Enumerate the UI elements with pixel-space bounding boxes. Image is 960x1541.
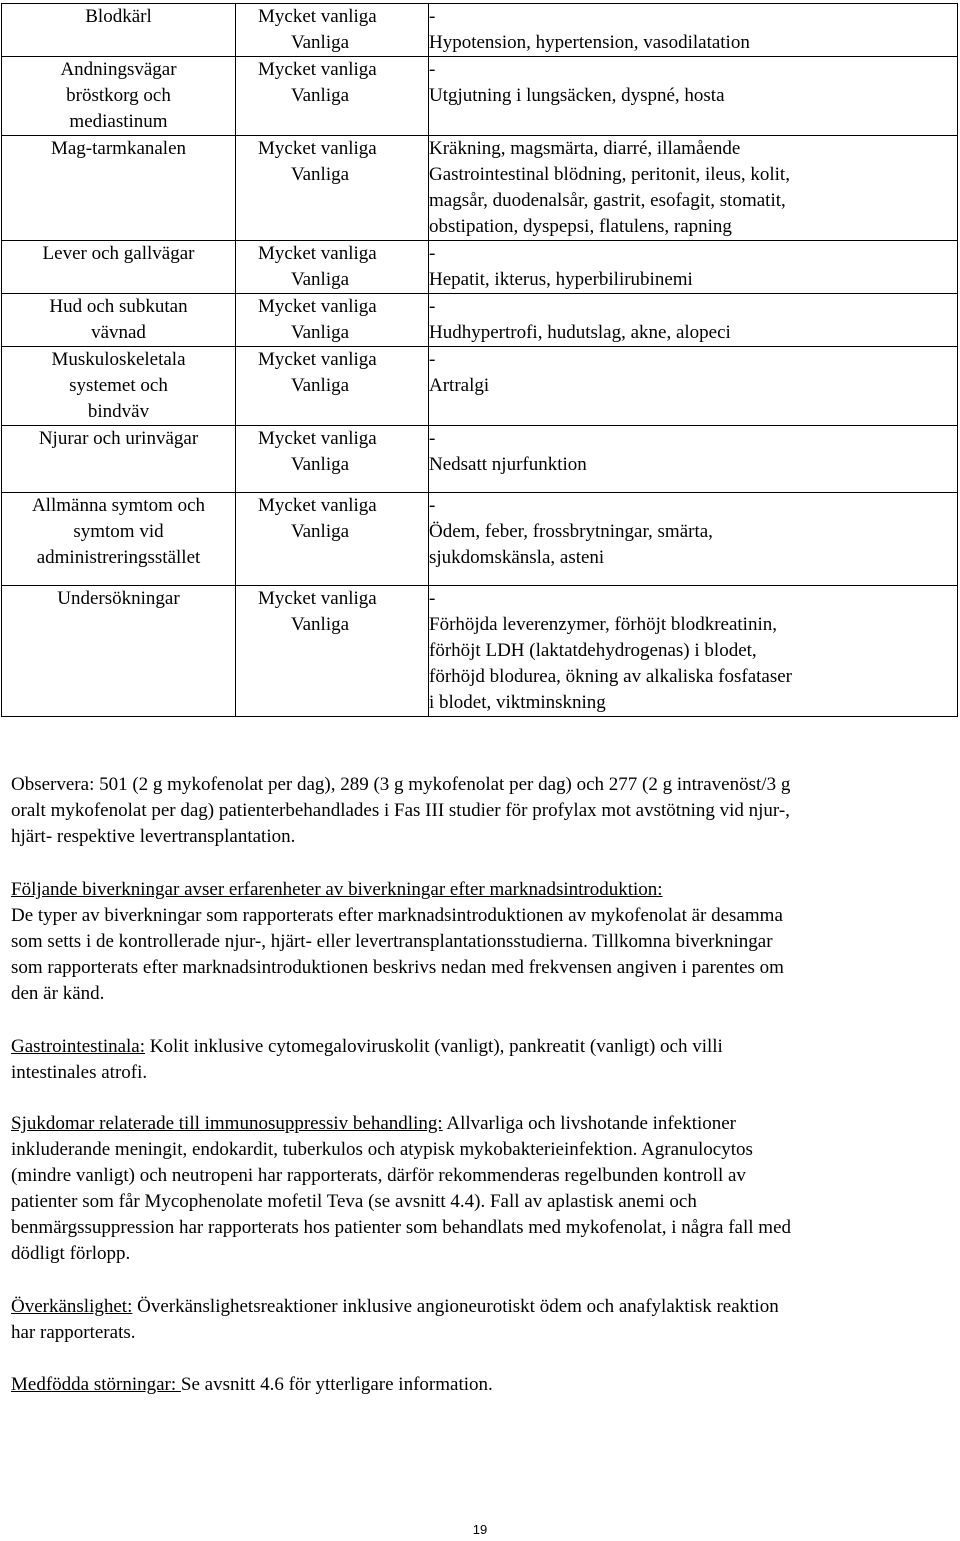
- organ-class-cell: [2, 241, 236, 294]
- effect-text: Artralgi: [429, 375, 490, 396]
- gastro-line: intestinales atrofi.: [11, 1062, 148, 1083]
- organ-class-cell: [2, 347, 236, 426]
- organ-class-label: Allmänna symtom och: [31, 495, 206, 516]
- frequency-cell: [236, 294, 429, 347]
- frequency-label: Vanliga: [291, 454, 350, 475]
- effect-text: Ödem, feber, frossbrytningar, smärta,: [429, 521, 713, 542]
- table-row: [2, 347, 958, 426]
- organ-class-cell: [2, 294, 236, 347]
- table-row: [2, 241, 958, 294]
- gastro-heading: Gastrointestinala:: [11, 1036, 146, 1057]
- frequency-label: Vanliga: [291, 521, 350, 542]
- immuno-line: (mindre vanligt) och neutropeni har rapporterats, därför rekommenderas regelbunden kontroll av: [11, 1165, 746, 1186]
- effect-text: obstipation, dyspepsi, flatulens, rapning: [429, 216, 732, 237]
- adverse-reactions-table: [1, 3, 958, 717]
- effect-text: -: [429, 243, 436, 264]
- frequency-cell: [236, 57, 429, 136]
- effects-cell: [429, 586, 958, 717]
- effect-text: Kräkning, magsmärta, diarré, illamående: [429, 138, 741, 159]
- postmarketing-section: [11, 877, 951, 1007]
- effect-text: Förhöjda leverenzymer, förhöjt blodkreatinin,: [429, 614, 777, 635]
- hypersensitivity-heading: Överkänslighet:: [11, 1296, 133, 1317]
- effects-cell: [429, 347, 958, 426]
- spacer: [429, 478, 957, 492]
- frequency-label: Vanliga: [291, 322, 350, 343]
- effects-cell: [429, 57, 958, 136]
- effects-cell: [429, 136, 958, 241]
- organ-class-label: Blodkärl: [85, 6, 152, 27]
- frequency-label: Vanliga: [291, 269, 350, 290]
- congenital-text: Se avsnitt 4.6 för ytterligare information.: [180, 1374, 493, 1395]
- table-row: [2, 294, 958, 347]
- spacer: [236, 478, 428, 492]
- effects-cell: [429, 493, 958, 586]
- table-row: [2, 586, 958, 717]
- effect-text: -: [429, 296, 436, 317]
- hypersensitivity-line: har rapporterats.: [11, 1322, 136, 1343]
- observera-line: Observera: 501 (2 g mykofenolat per dag), 289 (3 g mykofenolat per dag) och 277 (2 g intravenöst/3 g: [11, 774, 791, 795]
- frequency-label: Mycket vanliga: [258, 6, 377, 27]
- effect-text: -: [429, 59, 436, 80]
- organ-class-label: vävnad: [91, 322, 146, 343]
- organ-class-cell: [2, 586, 236, 717]
- organ-class-label: Andningsvägar: [60, 59, 177, 80]
- congenital-section: [11, 1372, 951, 1398]
- table-row: [2, 4, 958, 57]
- effect-text: Hepatit, ikterus, hyperbilirubinemi: [429, 269, 693, 290]
- organ-class-label: administreringsstället: [36, 547, 201, 568]
- effect-text: förhöjt LDH (laktatdehydrogenas) i blodet,: [429, 640, 757, 661]
- effects-cell: [429, 241, 958, 294]
- frequency-cell: [236, 241, 429, 294]
- frequency-label: Vanliga: [291, 164, 350, 185]
- frequency-cell: [236, 136, 429, 241]
- effect-text: -: [429, 495, 436, 516]
- frequency-label: Mycket vanliga: [258, 59, 377, 80]
- organ-class-cell: [2, 493, 236, 586]
- effect-text: Gastrointestinal blödning, peritonit, ileus, kolit,: [429, 164, 790, 185]
- effect-text: -: [429, 349, 436, 370]
- observera-line: hjärt- respektive levertransplantation.: [11, 826, 296, 847]
- spacer: [236, 571, 428, 585]
- effect-text: -: [429, 6, 436, 27]
- frequency-cell: [236, 4, 429, 57]
- frequency-cell: [236, 586, 429, 717]
- table-row: [2, 426, 958, 493]
- gastro-section: [11, 1034, 951, 1086]
- frequency-label: Mycket vanliga: [258, 349, 377, 370]
- page-number: 19: [472, 1522, 488, 1537]
- frequency-cell: [236, 426, 429, 493]
- organ-class-label: Muskuloskeletala: [51, 349, 186, 370]
- hypersensitivity-text: Överkänslighetsreaktioner inklusive angioneurotiskt ödem och anafylaktisk reaktion: [132, 1296, 779, 1317]
- organ-class-label: mediastinum: [69, 111, 168, 132]
- postmarketing-line: den är känd.: [11, 983, 105, 1004]
- frequency-label: Mycket vanliga: [258, 296, 377, 317]
- observera-paragraph: [11, 772, 951, 850]
- frequency-label: Mycket vanliga: [258, 428, 377, 449]
- effect-text: -: [429, 588, 436, 609]
- observera-line: oralt mykofenolat per dag) patienterbehandlades i Fas III studier för profylax mot avstötning vid njur-,: [11, 800, 790, 821]
- frequency-label: Mycket vanliga: [258, 588, 377, 609]
- frequency-label: Mycket vanliga: [258, 495, 377, 516]
- spacer: [429, 571, 957, 585]
- organ-class-cell: [2, 4, 236, 57]
- effects-cell: [429, 294, 958, 347]
- frequency-label: Vanliga: [291, 32, 350, 53]
- frequency-label: Vanliga: [291, 614, 350, 635]
- effect-text: Hudhypertrofi, hudutslag, akne, alopeci: [429, 322, 731, 343]
- postmarketing-line: som setts i de kontrollerade njur-, hjärt- eller levertransplantationsstudierna. Tillkomna biverkningar: [11, 931, 773, 952]
- organ-class-cell: [2, 426, 236, 493]
- effect-text: i blodet, viktminskning: [429, 692, 606, 713]
- immuno-line: benmärgssuppression har rapporterats hos patienter som behandlats med mykofenolat, i några fall med: [11, 1217, 792, 1238]
- frequency-label: Vanliga: [291, 375, 350, 396]
- effect-text: Utgjutning i lungsäcken, dyspné, hosta: [429, 85, 725, 106]
- immuno-line: patienter som får Mycophenolate mofetil Teva (se avsnitt 4.4). Fall av aplastisk anemi och: [11, 1191, 697, 1212]
- immuno-section: [11, 1111, 951, 1267]
- effect-text: -: [429, 428, 436, 449]
- postmarketing-heading: Följande biverkningar avser erfarenheter av biverkningar efter marknadsintroduktion:: [11, 879, 663, 900]
- effect-text: magsår, duodenalsår, gastrit, esofagit, stomatit,: [429, 190, 786, 211]
- frequency-cell: [236, 493, 429, 586]
- table-row: [2, 493, 958, 586]
- postmarketing-line: som rapporterats efter marknadsintroduktionen beskrivs nedan med frekvensen angiven i parentes om: [11, 957, 784, 978]
- table-row: [2, 136, 958, 241]
- postmarketing-line: De typer av biverkningar som rapporterats efter marknadsintroduktionen av mykofenolat är desamma: [11, 905, 783, 926]
- immuno-line: inkluderande meningit, endokardit, tuberkulos och atypisk mykobakterieinfektion. Agranulocytos: [11, 1139, 753, 1160]
- effect-text: Nedsatt njurfunktion: [429, 454, 587, 475]
- immuno-heading: Sjukdomar relaterade till immunosuppressiv behandling:: [11, 1113, 443, 1134]
- organ-class-label: bindväv: [87, 401, 150, 422]
- frequency-cell: [236, 347, 429, 426]
- organ-class-label: bröstkorg och: [66, 85, 171, 106]
- frequency-label: Mycket vanliga: [258, 138, 377, 159]
- effect-text: sjukdomskänsla, asteni: [429, 547, 605, 568]
- organ-class-cell: [2, 57, 236, 136]
- organ-class-label: Hud och subkutan: [49, 296, 188, 317]
- frequency-label: Mycket vanliga: [258, 243, 377, 264]
- organ-class-label: Undersökningar: [57, 588, 180, 609]
- hypersensitivity-section: [11, 1294, 951, 1346]
- immuno-text: Allvarliga och livshotande infektioner: [442, 1113, 737, 1134]
- organ-class-label: Mag-tarmkanalen: [50, 138, 187, 159]
- organ-class-label: Lever och gallvägar: [42, 243, 195, 264]
- gastro-text: Kolit inklusive cytomegaloviruskolit (vanligt), pankreatit (vanligt) och villi: [145, 1036, 723, 1057]
- congenital-heading: Medfödda störningar:: [11, 1374, 181, 1395]
- organ-class-label: systemet och: [69, 375, 168, 396]
- organ-class-cell: [2, 136, 236, 241]
- organ-class-label: Njurar och urinvägar: [38, 428, 199, 449]
- immuno-line: dödligt förlopp.: [11, 1243, 131, 1264]
- effect-text: Hypotension, hypertension, vasodilatation: [429, 32, 750, 53]
- table-row: [2, 57, 958, 136]
- effects-cell: [429, 4, 958, 57]
- frequency-label: Vanliga: [291, 85, 350, 106]
- effects-cell: [429, 426, 958, 493]
- organ-class-label: symtom vid: [73, 521, 164, 542]
- effect-text: förhöjd blodurea, ökning av alkaliska fosfataser: [429, 666, 792, 687]
